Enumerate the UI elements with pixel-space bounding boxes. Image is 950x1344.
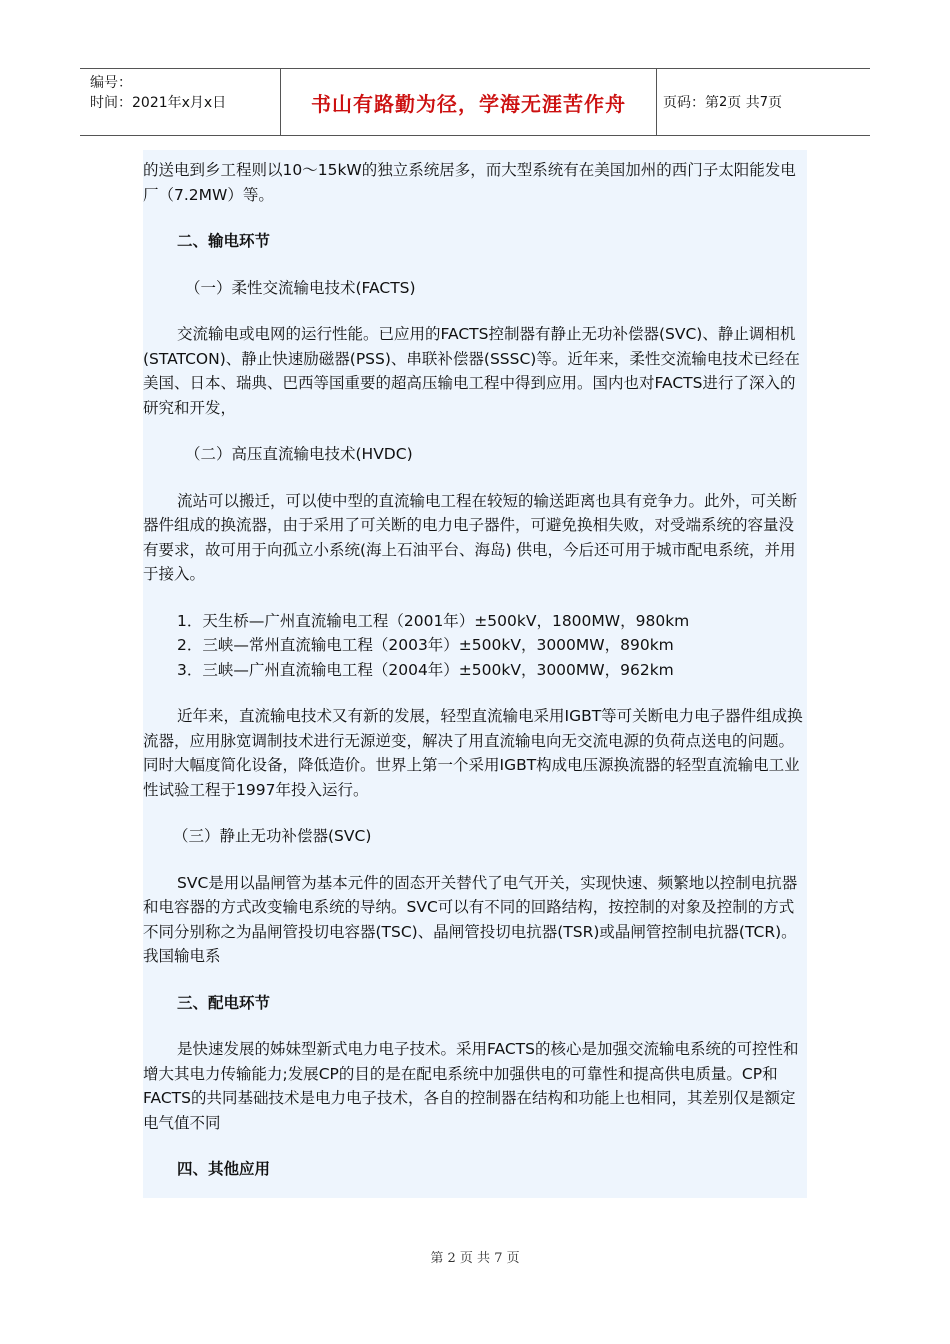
page-footer: 第 2 页 共 7 页 [430,1251,520,1266]
list-item: 1．天生桥—广州直流输电工程（2001年）±500kV，1800MW，980km [177,611,690,630]
subheading-svc: （三）静止无功补偿器(SVC) [173,827,372,845]
header-motto: 书山有路勤为径，学海无涯苦作舟 [281,69,657,135]
paragraph-facts: 交流输电或电网的运行性能。已应用的FACTS控制器有静止无功补偿器(SVC)、静止调相机(STATCON)、静止快速励磁器(PSS)、串联补偿器(SSSC)等。近年来，柔性交流输电技术已经在美国、日本、瑞典、巴西等国重要的超高压输电工程中得到应用。国内也对FACTS进行了深入的研究和开发， [143,325,800,417]
page-label: 页码：第 [663,95,719,111]
page-current: 2 [719,94,728,110]
project-list [143,609,807,683]
page-header [80,68,870,136]
header-page-number [657,69,870,135]
page-end: 页 [768,95,783,111]
paragraph-intro: 的送电到乡工程则以10～15kW的独立系统居多，而大型系统有在美国加州的西门子太阳能发电厂（7.2MW）等。 [143,161,796,204]
header-meta [80,69,281,135]
subheading-facts: （一）柔性交流输电技术(FACTS) [185,278,416,297]
section-heading-other: 四、其他应用 [177,1160,271,1178]
paragraph-hvdc: 流站可以搬迁，可以使中型的直流输电工程在较短的输送距离也具有竞争力。此外，可关断器件组成的换流器，由于采用了可关断的电力电子器件，可避免换相失败，对受端系统的容量没有要求，故可用于向孤立小系统(海上石油平台、海岛) 供电，今后还可用于城市配电系统，并用于接入。 [143,491,798,583]
paragraph-svc: SVC是用以晶闸管为基本元件的固态开关替代了电气开关，实现快速、频繁地以控制电抗器和电容器的方式改变输电系统的导纳。SVC可以有不同的回路结构，按控制的对象及控制的方式不同分别称之为晶闸管投切电容器(TSC)、晶闸管投切电抗器(TSR)或晶闸管控制电抗器(TCR)。我国输电系 [143,873,798,965]
document-body [143,150,807,1198]
page-total: 7 [759,94,769,110]
section-heading-distribution: 三、配电环节 [177,993,271,1012]
section-heading-transmission: 二、输电环节 [177,232,271,250]
paragraph-light-hvdc: 近年来，直流输电技术又有新的发展，轻型直流输电采用IGBT等可关断电力电子器件组成换流器，应用脉宽调制技术进行无源逆变，解决了用直流输电向无交流电源的负荷点送电的问题。同时大幅度简化设备，降低造价。世界上第一个采用IGBT构成电压源换流器的轻型直流输电工业性试验工程于1997年投入运行。 [143,707,803,799]
paragraph-distribution: 是快速发展的姊妹型新式电力电子技术。采用FACTS的核心是加强交流输电系统的可控性和增大其电力传输能力;发展CP的目的是在配电系统中加强供电的可靠性和提高供电质量。CP和FACTS的共同基础技术是电力电子技术，各自的控制器在结构和功能上也相同，其差别仅是额定电气值不同 [143,1040,799,1132]
page-mid: 页 共 [727,95,760,111]
time-label: 时间：2021年x月x日 [90,95,227,111]
list-item: 3．三峡—广州直流输电工程（2004年）±500kV，3000MW，962km [177,660,674,679]
list-item: 2．三峡—常州直流输电工程（2003年）±500kV，3000MW，890km [177,636,674,654]
number-label: 编号： [90,75,132,91]
subheading-hvdc: （二）高压直流输电技术(HVDC) [185,445,413,463]
